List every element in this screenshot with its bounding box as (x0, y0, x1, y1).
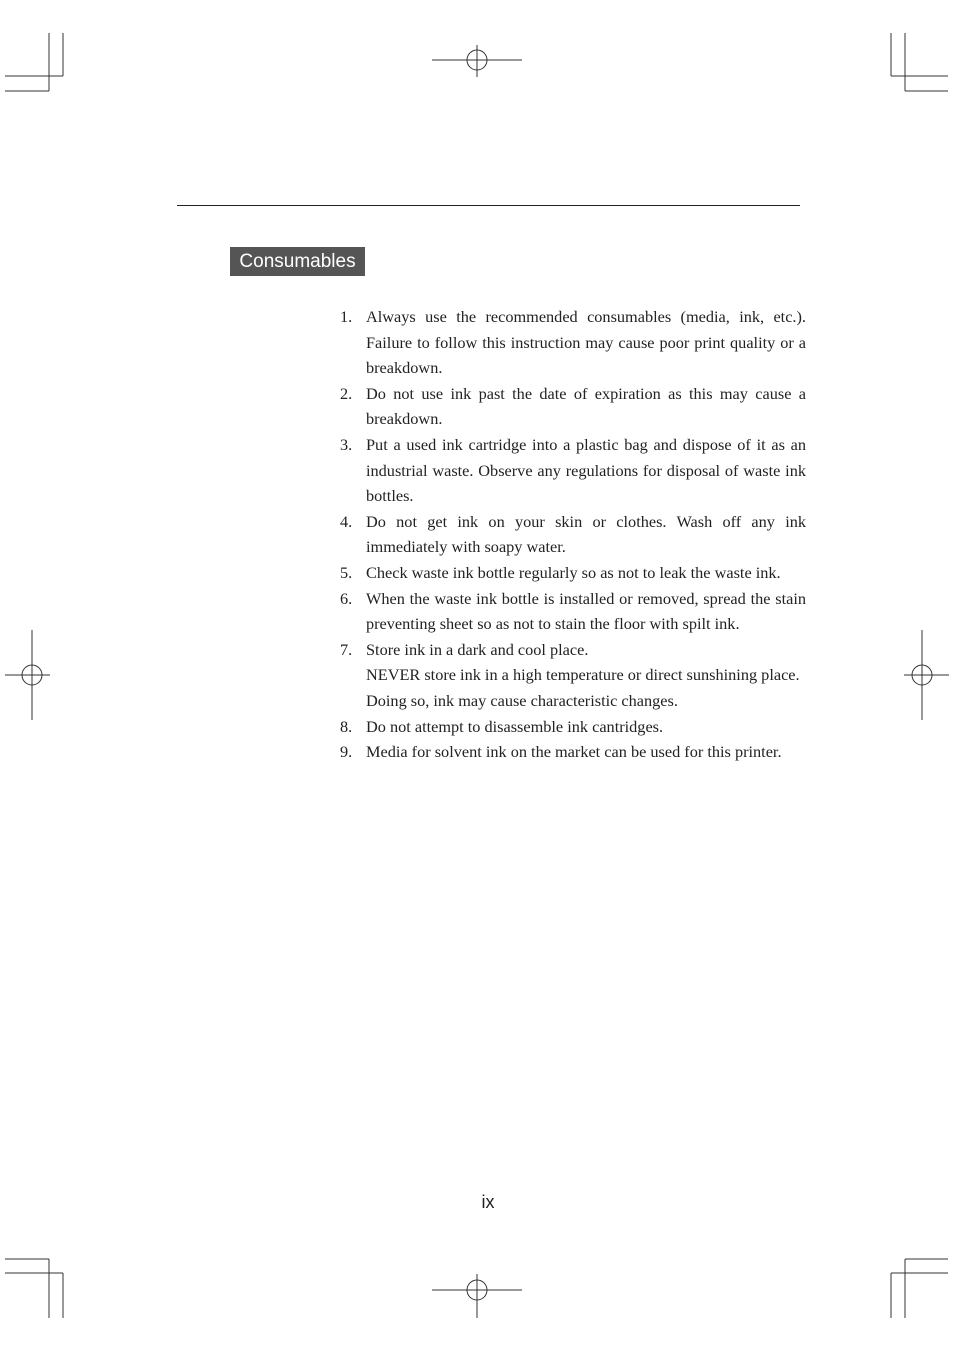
list-item (340, 304, 806, 381)
list-item (340, 739, 806, 765)
list-item-text (366, 304, 806, 381)
list-item-number: 3. (340, 434, 353, 454)
list-item-paragraph: Do not attempt to disassemble ink cantridges. (366, 716, 664, 736)
list-item-paragraph: NEVER store ink in a high temperature or direct sunshining place. (366, 665, 800, 685)
list-item-paragraph: Check waste ink bottle regularly so as not to leak the waste ink. (366, 562, 781, 582)
list-item (340, 637, 806, 714)
list-item-text (366, 509, 806, 560)
list-item (340, 586, 806, 637)
list-item-paragraph: Do not use ink past the date of expiration as this may cause a breakdown. (366, 383, 806, 429)
list-item-number: 4. (340, 511, 353, 531)
list-item-number: 9. (340, 742, 353, 762)
list-item-number: 6. (340, 588, 353, 608)
list-item-paragraph: When the waste ink bottle is installed or removed, spread the stain preventing sheet so as not to stain the floor with spilt ink. (366, 588, 806, 634)
list-item (340, 432, 806, 509)
list-item-number: 1. (340, 307, 353, 326)
list-item-number: 2. (340, 383, 353, 403)
list-item-paragraph: Do not get ink on your skin or clothes. Wash off any ink immediately with soapy water. (366, 511, 806, 557)
list-item-number: 5. (340, 562, 353, 582)
list-item-paragraph: Always use the recommended consumables (media, ink, etc.). Failure to follow this instruction may cause poor print quality or a breakdown. (366, 307, 806, 378)
consumables-list (340, 304, 806, 765)
page-number: ix (481, 1192, 495, 1212)
list-item (340, 509, 806, 560)
list-item-text (366, 560, 806, 586)
list-item-number: 8. (340, 716, 353, 736)
list-item (340, 381, 806, 432)
header-rule (177, 205, 800, 206)
list-item-number: 7. (340, 639, 353, 659)
list-item-paragraph: Media for solvent ink on the market can be used for this printer. (366, 742, 782, 762)
list-item-text (366, 432, 806, 509)
list-item-text (366, 739, 806, 765)
list-item-text (366, 381, 806, 432)
section-heading: Consumables (230, 247, 365, 276)
list-item-paragraph: Put a used ink cartridge into a plastic bag and dispose of it as an industrial waste. Observe any regulations for disposal of waste ink bottles. (366, 434, 806, 506)
list-item (340, 560, 806, 586)
list-item (340, 714, 806, 740)
list-item-text (366, 637, 806, 714)
list-item-text (366, 586, 806, 637)
list-item-paragraph: Store ink in a dark and cool place. (366, 639, 589, 659)
list-item-paragraph: Doing so, ink may cause characteristic changes. (366, 690, 678, 710)
list-item-text (366, 714, 806, 740)
